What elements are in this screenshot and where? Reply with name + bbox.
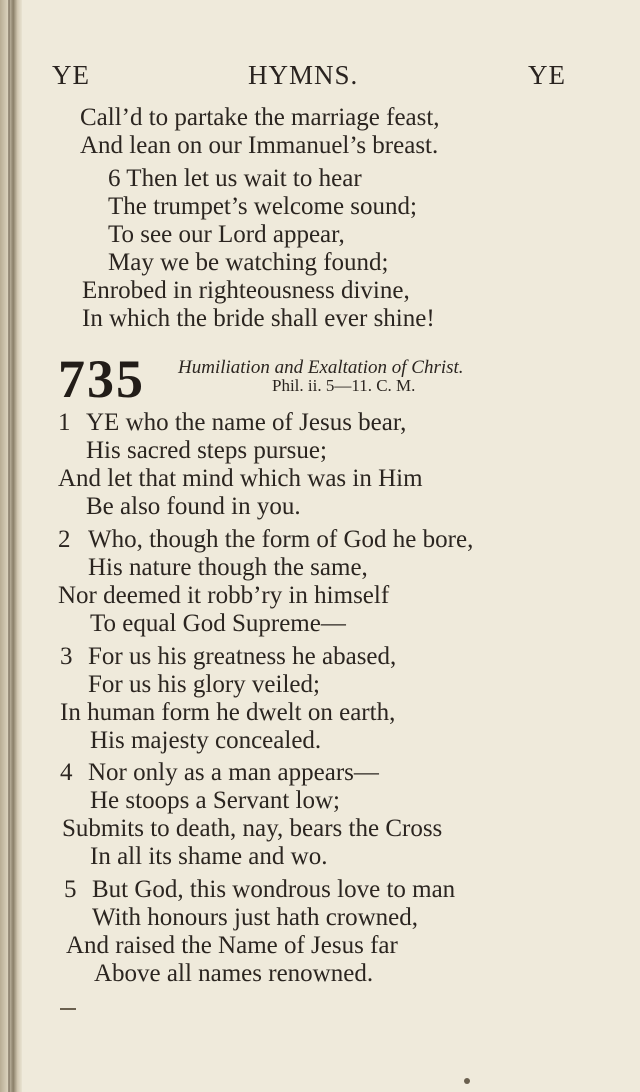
verse-number: 1 [58, 409, 71, 436]
verse-line: And let that mind which was in Him [58, 465, 423, 492]
verse-line: And raised the Name of Jesus far [66, 932, 398, 959]
verse-line: Who, though the form of God he bore, [88, 526, 474, 553]
verse-line: Above all names renowned. [94, 960, 374, 987]
verse-line: Be also found in you. [86, 493, 301, 520]
verse-line: Submits to death, nay, bears the Cross [62, 815, 443, 842]
verse-line: For us his greatness he abased, [88, 643, 397, 670]
hymn-reference: Phil. ii. 5—11. C. M. [272, 376, 416, 395]
verse-line: His majesty concealed. [90, 727, 322, 754]
prev-hymn-line: To see our Lord appear, [108, 221, 345, 248]
prev-hymn-line: And lean on our Immanuel’s breast. [80, 132, 439, 159]
prev-hymn-line: Enrobed in righteousness divine, [82, 277, 410, 304]
verse-line: In all its shame and wo. [90, 843, 328, 870]
prev-hymn-line: May we be watching found; [108, 249, 389, 276]
prev-hymn-line: Call’d to partake the marriage feast, [80, 104, 440, 131]
prev-hymn-line: The trumpet’s welcome sound; [108, 193, 417, 220]
verse-line: For us his glory veiled; [88, 671, 320, 698]
verse-number: 2 [58, 526, 71, 553]
printer-mark [60, 1008, 76, 1010]
hymn-number: 735 [58, 349, 145, 409]
verse-line: His nature though the same, [88, 554, 368, 581]
hymn-title: Humiliation and Exaltation of Christ. [178, 357, 464, 378]
verse-line: With honours just hath crowned, [92, 904, 419, 931]
verse-number: 3 [60, 643, 73, 670]
running-head-left: YE [52, 60, 90, 90]
verse-line: He stoops a Servant low; [90, 787, 340, 814]
prev-hymn-line: 6 Then let us wait to hear [108, 165, 362, 192]
verse-number: 5 [64, 876, 77, 903]
verse-line: To equal God Supreme— [90, 610, 346, 637]
prev-hymn-line: In which the bride shall ever shine! [82, 305, 435, 332]
verse-number: 4 [60, 759, 73, 786]
verse-line: Nor deemed it robb’ry in himself [58, 582, 390, 609]
verse-line: But God, this wondrous love to man [92, 876, 456, 903]
running-head-right: YE [528, 60, 566, 90]
verse-line: YE who the name of Jesus bear, [86, 409, 407, 436]
printer-mark [464, 1078, 470, 1084]
running-head-title: HYMNS. [248, 60, 359, 90]
verse-line: His sacred steps pursue; [86, 437, 327, 464]
verse-line: In human form he dwelt on earth, [60, 699, 396, 726]
verse-line: Nor only as a man appears— [88, 759, 379, 786]
